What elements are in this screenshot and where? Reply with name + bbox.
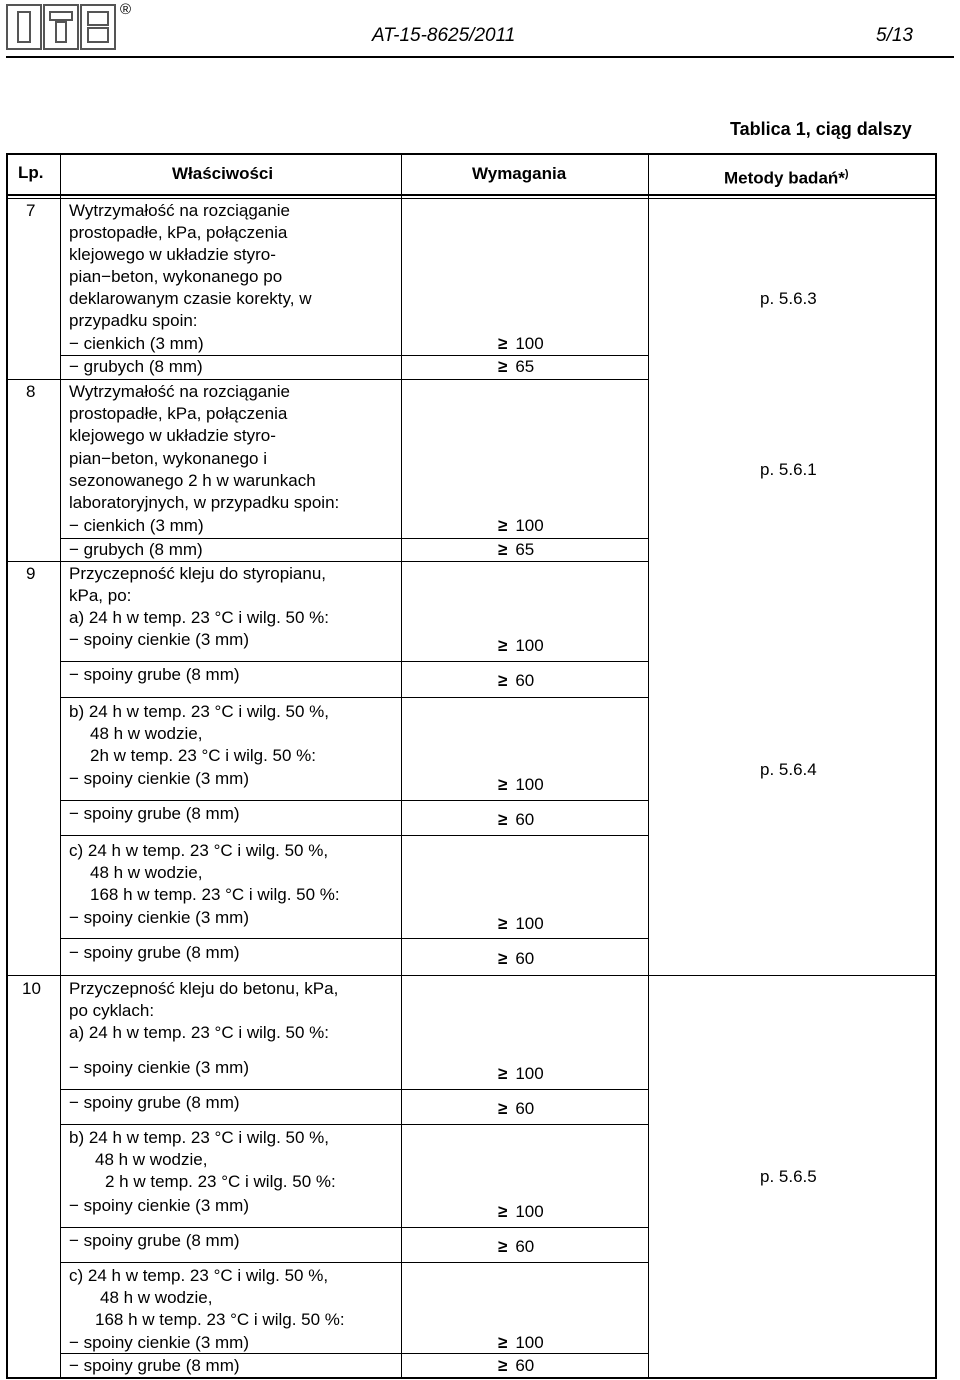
property-text: Wytrzymałość na rozciąganie xyxy=(69,201,290,220)
column-header-methods: Metody badań*) xyxy=(724,168,849,188)
method-reference: p. 5.6.4 xyxy=(760,760,817,779)
column-header-properties: Właściwości xyxy=(172,164,274,183)
property-text: 48 h w wodzie, xyxy=(90,724,203,743)
property-text: − spoiny grube (8 mm) xyxy=(69,804,240,823)
property-text: − spoiny grube (8 mm) xyxy=(69,1093,240,1112)
property-text: prostopadłe, kPa, połączenia xyxy=(69,404,288,423)
row-divider xyxy=(6,379,648,380)
property-text: laboratoryjnych, w przypadku spoin: xyxy=(69,493,340,512)
property-text: − spoiny cienkie (3 mm) xyxy=(69,1333,249,1352)
property-text: − cienkich (3 mm) xyxy=(69,334,204,353)
property-text: − spoiny grube (8 mm) xyxy=(69,665,240,684)
row-number: 10 xyxy=(22,979,41,998)
requirement-value: ≥ 100 xyxy=(498,1202,544,1221)
method-reference: p. 5.6.3 xyxy=(760,289,817,308)
property-text: a) 24 h w temp. 23 °C i wilg. 50 %: xyxy=(69,608,330,627)
requirement-value: ≥ 65 xyxy=(498,357,535,376)
property-text: 48 h w wodzie, xyxy=(95,1150,208,1169)
property-text: pian−beton, wykonanego po xyxy=(69,267,283,286)
row-number: 8 xyxy=(26,382,36,401)
property-text: − cienkich (3 mm) xyxy=(69,516,204,535)
requirement-value: ≥ 100 xyxy=(498,334,544,353)
property-text: 48 h w wodzie, xyxy=(90,863,203,882)
requirement-value: ≥ 65 xyxy=(498,540,535,559)
column-header-lp: Lp. xyxy=(18,163,44,182)
row-divider xyxy=(6,975,937,976)
requirement-value: ≥ 100 xyxy=(498,636,544,655)
property-text: − spoiny cienkie (3 mm) xyxy=(69,908,249,927)
property-text: − spoiny grube (8 mm) xyxy=(69,1231,240,1250)
property-text: c) 24 h w temp. 23 °C i wilg. 50 %, xyxy=(69,841,329,860)
page-number: 5/13 xyxy=(876,25,913,46)
property-text: c) 24 h w temp. 23 °C i wilg. 50 %, xyxy=(69,1266,329,1285)
requirement-value: ≥ 100 xyxy=(498,516,544,535)
requirement-value: ≥ 60 xyxy=(498,1237,535,1256)
requirement-value: ≥ 60 xyxy=(498,810,535,829)
property-text: deklarowanym czasie korekty, w xyxy=(69,289,312,308)
requirement-value: ≥ 60 xyxy=(498,949,535,968)
requirement-value: ≥ 60 xyxy=(498,671,535,690)
property-text: 2h w temp. 23 °C i wilg. 50 %: xyxy=(90,746,317,765)
header-rule xyxy=(6,56,954,58)
property-text: klejowego w układzie styro- xyxy=(69,245,276,264)
method-reference: p. 5.6.1 xyxy=(760,460,817,479)
property-text: − spoiny cienkie (3 mm) xyxy=(69,630,249,649)
property-text: − spoiny grube (8 mm) xyxy=(69,943,240,962)
registered-mark: ® xyxy=(120,1,132,18)
requirement-value: ≥ 60 xyxy=(498,1099,535,1118)
property-text: prostopadłe, kPa, połączenia xyxy=(69,223,288,242)
document-id: AT-15-8625/2011 xyxy=(372,25,516,46)
itb-logo xyxy=(6,4,118,50)
property-text: Przyczepność kleju do betonu, kPa, xyxy=(69,979,339,998)
column-divider xyxy=(648,153,649,1379)
property-text: − spoiny cienkie (3 mm) xyxy=(69,769,249,788)
property-text: − grubych (8 mm) xyxy=(69,357,203,376)
property-text: 2 h w temp. 23 °C i wilg. 50 %: xyxy=(105,1172,336,1191)
property-text: Przyczepność kleju do styropianu, xyxy=(69,564,327,583)
requirement-value: ≥ 100 xyxy=(498,775,544,794)
column-divider xyxy=(401,153,402,1379)
property-text: pian−beton, wykonanego i xyxy=(69,449,268,468)
property-text: sezonowanego 2 h w warunkach xyxy=(69,471,316,490)
property-text: b) 24 h w temp. 23 °C i wilg. 50 %, xyxy=(69,1128,330,1147)
property-text: 168 h w temp. 23 °C i wilg. 50 %: xyxy=(90,885,340,904)
property-text: a) 24 h w temp. 23 °C i wilg. 50 %: xyxy=(69,1023,330,1042)
property-text: − spoiny grube (8 mm) xyxy=(69,1356,240,1375)
requirement-value: ≥ 100 xyxy=(498,1333,544,1352)
requirement-value: ≥ 60 xyxy=(498,1356,535,1375)
table-caption: Tablica 1, ciąg dalszy xyxy=(730,119,912,139)
property-text: 168 h w temp. 23 °C i wilg. 50 %: xyxy=(95,1310,345,1329)
requirement-value: ≥ 100 xyxy=(498,1064,544,1083)
property-text: klejowego w układzie styro- xyxy=(69,426,276,445)
property-text: − grubych (8 mm) xyxy=(69,540,203,559)
property-text: − spoiny cienkie (3 mm) xyxy=(69,1196,249,1215)
requirement-value: ≥ 100 xyxy=(498,914,544,933)
row-divider xyxy=(6,561,648,562)
property-text: b) 24 h w temp. 23 °C i wilg. 50 %, xyxy=(69,702,330,721)
row-number: 9 xyxy=(26,564,36,583)
property-text: Wytrzymałość na rozciąganie xyxy=(69,382,290,401)
method-reference: p. 5.6.5 xyxy=(760,1167,817,1186)
property-text: 48 h w wodzie, xyxy=(100,1288,213,1307)
property-text: − spoiny cienkie (3 mm) xyxy=(69,1058,249,1077)
column-header-requirements: Wymagania xyxy=(472,164,567,183)
row-number: 7 xyxy=(26,201,36,220)
property-text: przypadku spoin: xyxy=(69,311,198,330)
property-text: kPa, po: xyxy=(69,586,132,605)
column-divider xyxy=(60,153,61,1379)
header-row-bottom-rule xyxy=(6,194,937,196)
property-text: po cyklach: xyxy=(69,1001,155,1020)
